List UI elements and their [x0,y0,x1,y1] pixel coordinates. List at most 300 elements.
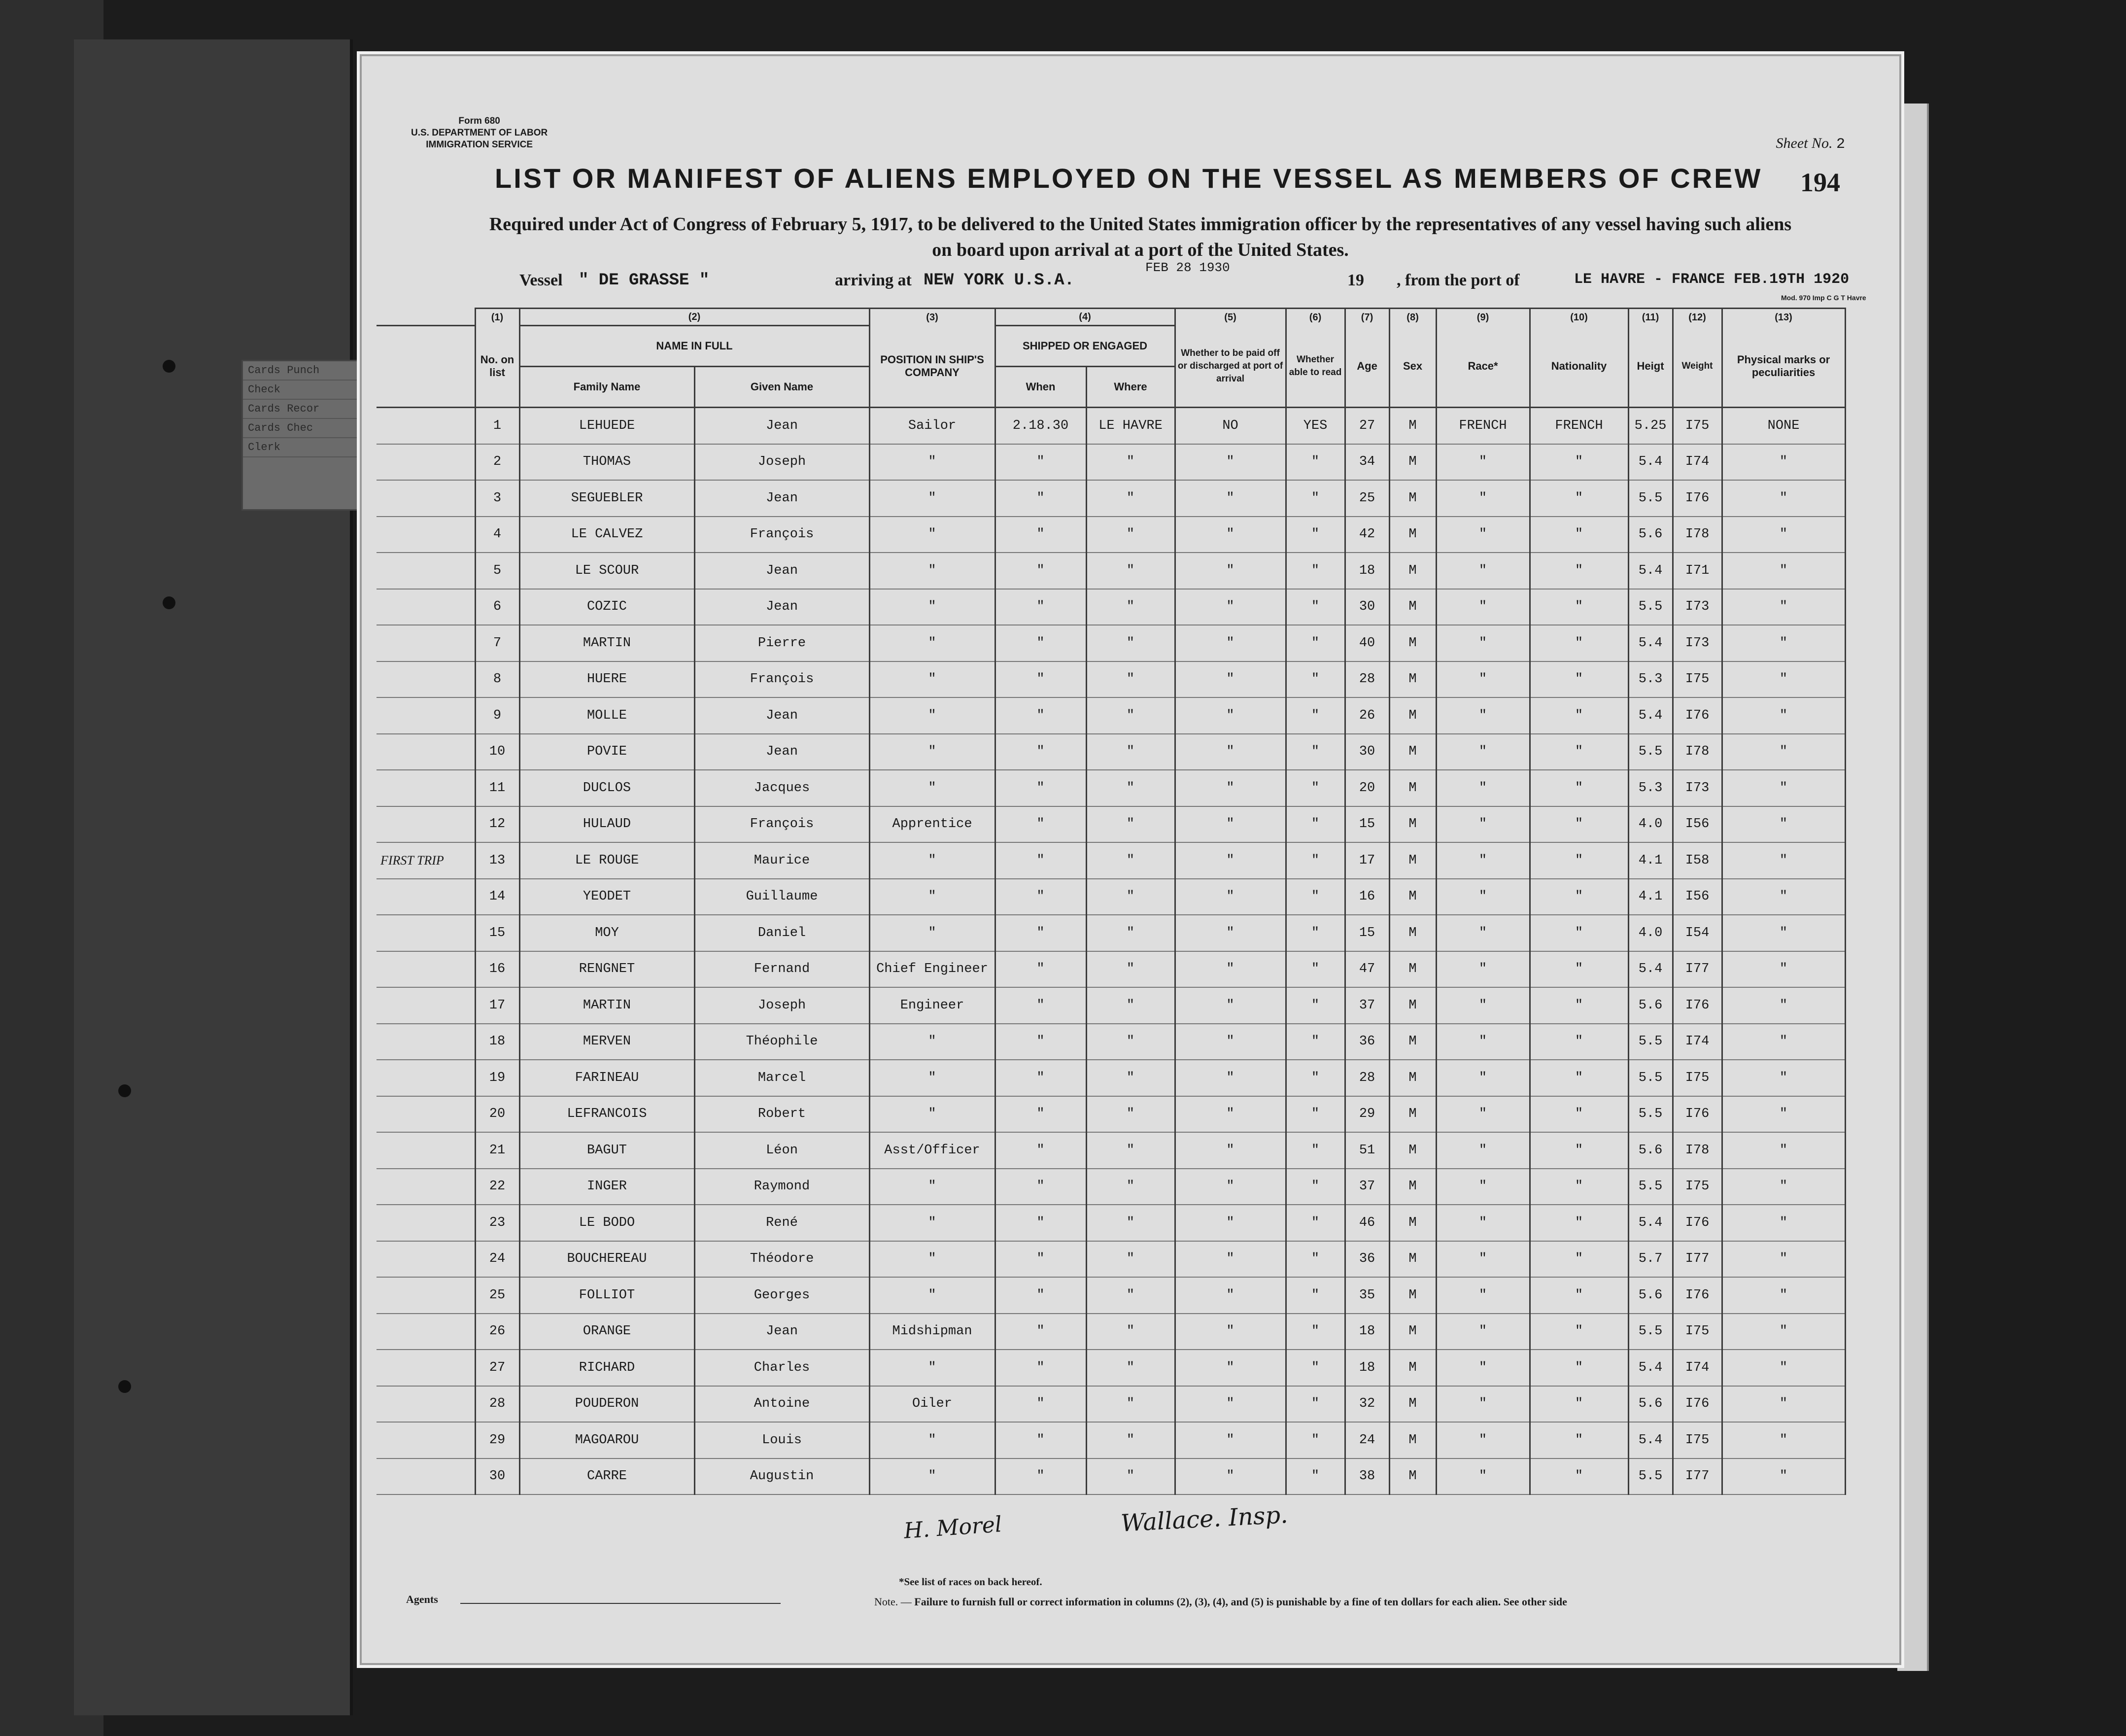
age-cell: 17 [1345,842,1389,879]
able-to-read-cell: " [1286,589,1345,625]
age-cell: 37 [1345,1169,1389,1205]
age-cell: 47 [1345,951,1389,988]
row-number-cell: 20 [475,1096,519,1133]
row-number-cell: 7 [475,625,519,661]
weight-cell: I78 [1673,517,1722,553]
age-cell: 18 [1345,1314,1389,1350]
shipped-when-cell: " [995,589,1086,625]
physical-marks-cell: " [1722,734,1845,770]
inspector-signature: Wallace. Insp. [1120,1501,1289,1537]
nationality-cell: " [1530,770,1628,806]
physical-marks-cell: " [1722,951,1845,988]
table-row [377,1241,1845,1278]
sex-cell: M [1389,806,1436,843]
header-shipped: SHIPPED OR ENGAGED [995,326,1175,367]
sex-cell: M [1389,1132,1436,1169]
table-row [377,553,1845,589]
race-cell: FRENCH [1436,408,1530,444]
nationality-cell: " [1530,1096,1628,1133]
physical-marks-cell: " [1722,806,1845,843]
master-signature: H. Morel [903,1512,1003,1544]
position-cell: Oiler [869,1386,995,1423]
race-cell: " [1436,553,1530,589]
shipped-where-cell: " [1086,661,1175,698]
margin-note-cell [377,480,475,517]
position-cell: Engineer [869,987,995,1024]
weight-cell: I71 [1673,553,1722,589]
given-name-cell: Joseph [694,444,869,481]
page-number: 194 [1800,168,1840,197]
row-number-cell: 24 [475,1241,519,1278]
crew-table [377,308,1846,1495]
able-to-read-cell: " [1286,1132,1345,1169]
margin-header [377,326,475,408]
shipped-where-cell: " [1086,1241,1175,1278]
family-name-cell: BAGUT [519,1132,694,1169]
sex-cell: M [1389,1096,1436,1133]
able-to-read-cell: " [1286,1169,1345,1205]
header-physical-marks: Physical marks or peculiarities [1722,326,1845,408]
race-cell: " [1436,517,1530,553]
row-number-cell: 5 [475,553,519,589]
table-row [377,1132,1845,1169]
weight-cell: I74 [1673,1024,1722,1060]
shipped-where-cell: " [1086,1024,1175,1060]
header-paid-off: Whether to be paid off or discharged at port of arrival [1175,326,1286,408]
crew-table-body [377,408,1845,1495]
height-cell: 4.0 [1628,806,1673,843]
race-cell: " [1436,987,1530,1024]
paid-off-cell: " [1175,734,1286,770]
shipped-where-cell: " [1086,951,1175,988]
vessel-name: " DE GRASSE " [579,271,710,290]
shipped-where-cell: " [1086,1060,1175,1096]
height-cell: 5.4 [1628,625,1673,661]
paid-off-cell: " [1175,1314,1286,1350]
sex-cell: M [1389,1241,1436,1278]
family-name-cell: ORANGE [519,1314,694,1350]
weight-cell: I75 [1673,1422,1722,1458]
paid-off-cell: " [1175,1422,1286,1458]
family-name-cell: LE CALVEZ [519,517,694,553]
margin-note-cell [377,1241,475,1278]
paid-off-cell: " [1175,1458,1286,1495]
punch-hole [163,360,175,373]
family-name-cell: RICHARD [519,1350,694,1386]
given-name-cell: René [694,1205,869,1241]
margin-note-cell [377,1169,475,1205]
paid-off-cell: " [1175,1169,1286,1205]
race-cell: " [1436,1350,1530,1386]
shipped-where-cell: " [1086,1386,1175,1423]
given-name-cell: Guillaume [694,879,869,915]
given-name-cell: Joseph [694,987,869,1024]
family-name-cell: LEFRANCOIS [519,1096,694,1133]
given-name-cell: Louis [694,1422,869,1458]
row-number-cell: 25 [475,1277,519,1314]
nationality-cell: " [1530,480,1628,517]
family-name-cell: LE BODO [519,1205,694,1241]
shipped-where-cell: " [1086,480,1175,517]
margin-note-cell [377,1350,475,1386]
able-to-read-cell: " [1286,1205,1345,1241]
shipped-where-cell: " [1086,553,1175,589]
nationality-cell: " [1530,734,1628,770]
age-cell: 34 [1345,444,1389,481]
row-number-cell: 21 [475,1132,519,1169]
nationality-cell: " [1530,553,1628,589]
family-name-cell: MAGOAROU [519,1422,694,1458]
height-cell: 5.5 [1628,1314,1673,1350]
able-to-read-cell: " [1286,1458,1345,1495]
given-name-cell: Fernand [694,951,869,988]
physical-marks-cell: NONE [1722,408,1845,444]
shipped-when-cell: " [995,915,1086,951]
sex-cell: M [1389,697,1436,734]
position-cell: " [869,480,995,517]
binder-cover [74,39,353,1715]
shipped-when-cell: " [995,734,1086,770]
physical-marks-cell: " [1722,625,1845,661]
given-name-cell: Jean [694,1314,869,1350]
position-cell: " [869,770,995,806]
margin-note-cell [377,987,475,1024]
table-row [377,1024,1845,1060]
paid-off-cell: " [1175,480,1286,517]
punch-hole [118,1084,131,1097]
sex-cell: M [1389,480,1436,517]
table-row [377,734,1845,770]
nationality-cell: " [1530,1060,1628,1096]
row-number-cell: 12 [475,806,519,843]
page-title: LIST OR MANIFEST OF ALIENS EMPLOYED ON THE VESSEL AS MEMBERS OF CREW [495,163,1763,194]
row-number-cell: 27 [475,1350,519,1386]
position-cell: " [869,444,995,481]
family-name-cell: RENGNET [519,951,694,988]
sex-cell: M [1389,734,1436,770]
family-name-cell: COZIC [519,589,694,625]
margin-note-cell [377,1386,475,1423]
family-name-cell: FOLLIOT [519,1277,694,1314]
header-where: Where [1086,367,1175,408]
header-sex: Sex [1389,326,1436,408]
nationality-cell: " [1530,879,1628,915]
position-cell: " [869,1060,995,1096]
position-cell: " [869,1350,995,1386]
row-number-cell: 28 [475,1386,519,1423]
family-name-cell: MOY [519,915,694,951]
physical-marks-cell: " [1722,589,1845,625]
weight-cell: I76 [1673,697,1722,734]
weight-cell: I76 [1673,987,1722,1024]
shipped-where-cell: " [1086,879,1175,915]
shipped-where-cell: " [1086,770,1175,806]
weight-cell: I58 [1673,842,1722,879]
sex-cell: M [1389,553,1436,589]
table-row [377,1060,1845,1096]
table-row [377,987,1845,1024]
margin-note-cell [377,697,475,734]
position-cell: " [869,1205,995,1241]
weight-cell: I75 [1673,1169,1722,1205]
nationality-cell: " [1530,444,1628,481]
age-cell: 16 [1345,879,1389,915]
weight-cell: I74 [1673,1350,1722,1386]
sheet-value: 2 [1836,136,1845,153]
shipped-where-cell: LE HAVRE [1086,408,1175,444]
able-to-read-cell: " [1286,951,1345,988]
able-to-read-cell: YES [1286,408,1345,444]
nationality-cell: " [1530,1132,1628,1169]
nationality-cell: " [1530,589,1628,625]
shipped-where-cell: " [1086,1205,1175,1241]
column-number: (4) [995,309,1175,326]
family-name-cell: MARTIN [519,987,694,1024]
binder-tab-line: Cards Chec [243,419,371,438]
given-name-cell: Jean [694,553,869,589]
nationality-cell: " [1530,1241,1628,1278]
position-cell: " [869,734,995,770]
sex-cell: M [1389,408,1436,444]
penalty-note-prefix: Note. — [874,1596,912,1608]
page-edge [1897,104,1929,1671]
sex-cell: M [1389,951,1436,988]
age-cell: 42 [1345,517,1389,553]
position-cell: " [869,553,995,589]
paid-off-cell: " [1175,987,1286,1024]
paid-off-cell: " [1175,625,1286,661]
given-name-cell: Théophile [694,1024,869,1060]
family-name-cell: DUCLOS [519,770,694,806]
given-name-cell: Jean [694,589,869,625]
table-row [377,806,1845,843]
margin-note-cell [377,915,475,951]
paid-off-cell: " [1175,951,1286,988]
shipped-where-cell: " [1086,915,1175,951]
header-height: Heigt [1628,326,1673,408]
paid-off-cell: " [1175,770,1286,806]
header-no-on-list: No. on list [475,326,519,408]
race-cell: " [1436,480,1530,517]
race-cell: " [1436,1169,1530,1205]
position-cell: " [869,879,995,915]
weight-cell: I78 [1673,1132,1722,1169]
position-cell: " [869,1422,995,1458]
able-to-read-cell: " [1286,879,1345,915]
paid-off-cell: " [1175,842,1286,879]
age-cell: 15 [1345,915,1389,951]
family-name-cell: HULAUD [519,806,694,843]
table-row [377,842,1845,879]
row-number-cell: 3 [475,480,519,517]
age-cell: 51 [1345,1132,1389,1169]
height-cell: 5.5 [1628,1096,1673,1133]
paid-off-cell: " [1175,1205,1286,1241]
physical-marks-cell: " [1722,770,1845,806]
paid-off-cell: " [1175,1132,1286,1169]
column-number: (3) [869,309,995,326]
nationality-cell: " [1530,915,1628,951]
age-cell: 36 [1345,1241,1389,1278]
physical-marks-cell: " [1722,697,1845,734]
header-age: Age [1345,326,1389,408]
physical-marks-cell: " [1722,1241,1845,1278]
nationality-cell: " [1530,1277,1628,1314]
race-cell: " [1436,589,1530,625]
race-cell: " [1436,1096,1530,1133]
family-name-cell: LE SCOUR [519,553,694,589]
given-name-cell: Antoine [694,1386,869,1423]
race-cell: " [1436,915,1530,951]
physical-marks-cell: " [1722,879,1845,915]
nationality-cell: " [1530,625,1628,661]
paid-off-cell: " [1175,589,1286,625]
age-cell: 24 [1345,1422,1389,1458]
table-row [377,1458,1845,1495]
punch-hole [163,596,175,609]
paid-off-cell: " [1175,553,1286,589]
age-cell: 20 [1345,770,1389,806]
column-number: (5) [1175,309,1286,326]
table-row [377,1277,1845,1314]
table-row [377,517,1845,553]
table-row [377,1386,1845,1423]
weight-cell: I76 [1673,1277,1722,1314]
from-label: , from the port of [1397,271,1520,289]
binder-tab-line: Cards Recor [243,400,371,419]
age-cell: 28 [1345,1060,1389,1096]
able-to-read-cell: " [1286,1060,1345,1096]
weight-cell: I75 [1673,1314,1722,1350]
paid-off-cell: " [1175,1350,1286,1386]
given-name-cell: François [694,806,869,843]
binder-tab-line: Check [243,381,371,400]
sex-cell: M [1389,842,1436,879]
able-to-read-cell: " [1286,1422,1345,1458]
age-cell: 18 [1345,553,1389,589]
paid-off-cell: " [1175,661,1286,698]
given-name-cell: François [694,517,869,553]
given-name-cell: Pierre [694,625,869,661]
given-name-cell: Léon [694,1132,869,1169]
height-cell: 5.7 [1628,1241,1673,1278]
able-to-read-cell: " [1286,480,1345,517]
row-number-cell: 1 [475,408,519,444]
sex-cell: M [1389,1169,1436,1205]
shipped-where-cell: " [1086,842,1175,879]
table-row [377,480,1845,517]
penalty-note [874,1596,1567,1608]
race-cell: " [1436,770,1530,806]
margin-note-cell [377,951,475,988]
able-to-read-cell: " [1286,553,1345,589]
height-cell: 5.6 [1628,987,1673,1024]
shipped-where-cell: " [1086,1458,1175,1495]
shipped-when-cell: " [995,1350,1086,1386]
shipped-where-cell: " [1086,1132,1175,1169]
given-name-cell: Robert [694,1096,869,1133]
row-number-cell: 19 [475,1060,519,1096]
sex-cell: M [1389,915,1436,951]
paid-off-cell: " [1175,1060,1286,1096]
age-cell: 46 [1345,1205,1389,1241]
paid-off-cell: " [1175,444,1286,481]
height-cell: 5.6 [1628,1277,1673,1314]
shipped-when-cell: " [995,1422,1086,1458]
table-row [377,661,1845,698]
shipped-when-cell: " [995,697,1086,734]
height-cell: 5.4 [1628,444,1673,481]
given-name-cell: Daniel [694,915,869,951]
table-row [377,1422,1845,1458]
table-row [377,915,1845,951]
nationality-cell: " [1530,1458,1628,1495]
paid-off-cell: " [1175,1024,1286,1060]
shipped-when-cell: " [995,1024,1086,1060]
physical-marks-cell: " [1722,915,1845,951]
shipped-when-cell: " [995,625,1086,661]
table-row [377,770,1845,806]
header-when: When [995,367,1086,408]
shipped-when-cell: " [995,806,1086,843]
header-given-name: Given Name [694,367,869,408]
given-name-cell: Maurice [694,842,869,879]
shipped-where-cell: " [1086,625,1175,661]
position-cell: Sailor [869,408,995,444]
form-number: Form 680 [458,116,500,126]
family-name-cell: MARTIN [519,625,694,661]
shipped-where-cell: " [1086,1277,1175,1314]
column-number: (9) [1436,309,1530,326]
able-to-read-cell: " [1286,697,1345,734]
row-number-cell: 23 [475,1205,519,1241]
weight-cell: I73 [1673,589,1722,625]
position-cell: " [869,842,995,879]
position-cell: " [869,1241,995,1278]
family-name-cell: POVIE [519,734,694,770]
given-name-cell: Georges [694,1277,869,1314]
nationality-cell: " [1530,1314,1628,1350]
height-cell: 5.5 [1628,480,1673,517]
shipped-where-cell: " [1086,589,1175,625]
shipped-when-cell: " [995,1386,1086,1423]
sex-cell: M [1389,1277,1436,1314]
position-cell: " [869,1096,995,1133]
given-name-cell: Jacques [694,770,869,806]
row-number-cell: 26 [475,1314,519,1350]
nationality-cell: " [1530,806,1628,843]
able-to-read-cell: " [1286,1386,1345,1423]
physical-marks-cell: " [1722,1314,1845,1350]
weight-cell: I76 [1673,1096,1722,1133]
weight-cell: I77 [1673,1458,1722,1495]
family-name-cell: LEHUEDE [519,408,694,444]
able-to-read-cell: " [1286,734,1345,770]
given-name-cell: Marcel [694,1060,869,1096]
height-cell: 4.1 [1628,842,1673,879]
given-name-cell: Jean [694,697,869,734]
position-cell: " [869,697,995,734]
nationality-cell: " [1530,1024,1628,1060]
margin-header [377,309,475,326]
nationality-cell: " [1530,1386,1628,1423]
race-cell: " [1436,1386,1530,1423]
age-cell: 15 [1345,806,1389,843]
family-name-cell: CARRE [519,1458,694,1495]
age-cell: 36 [1345,1024,1389,1060]
weight-cell: I77 [1673,951,1722,988]
able-to-read-cell: " [1286,1024,1345,1060]
